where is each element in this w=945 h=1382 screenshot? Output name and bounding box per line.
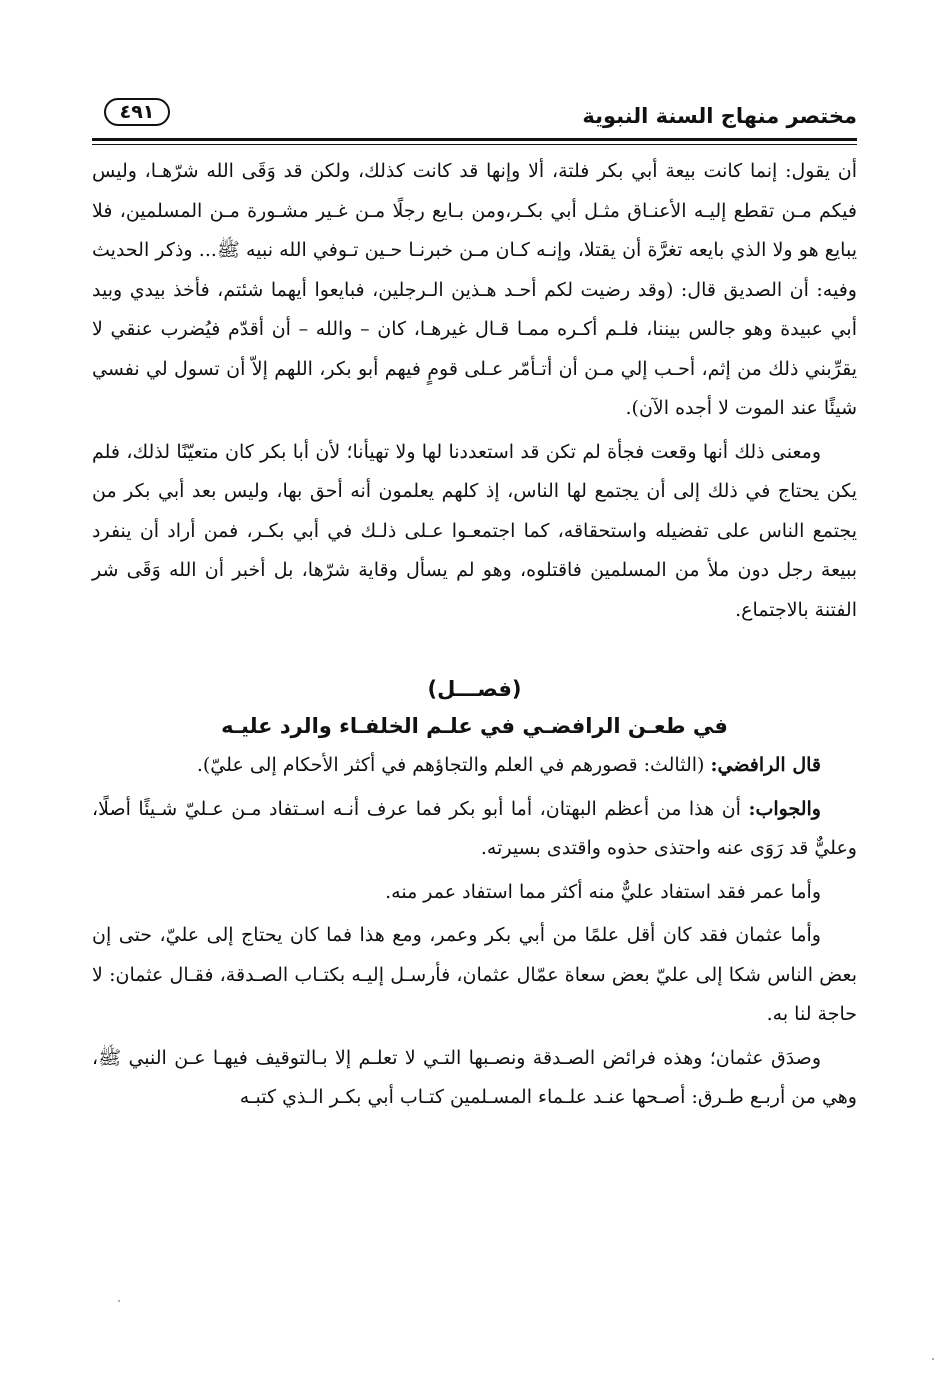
page-header [92,96,857,136]
paragraph: ومعنى ذلك أنها وقعت فجأة لم تكن قد استعددنا لها ولا تهيأنا؛ لأن أبا بكر كان متعيّنًا لذلك، فلم يكن يحتاج في ذلك إلى أن يجتمع لها الناس، إذ كلهم يعلمون أنه أحق بها، وليس بعد أبي بكر من يجتمع الناس على تفضيله واستحقاقه، كما اجتمعـوا عـلى ذلـك في أبي بكـر، فمن أراد أن ينفرد ببيعة رجل دون ملأ من المسلمين فاقتلوه، وهو لم يسأل وقاية شرّها، بل أخبر أن الله وَقَى شر الفتنة بالاجتماع. [92,440,857,621]
section-heading [92,670,857,744]
header-rule-thin [92,144,857,145]
running-title: مختصر منهاج السنة النبوية [582,104,857,128]
page-number: ٤٩١ [104,98,170,126]
header-rule-thick [92,138,857,141]
paragraph: وأما عمر فقد استفاد عليٌّ منه أكثر مما استفاد عمر منه. [385,880,821,903]
paragraph-lead: والجواب: [748,797,821,820]
main-text [92,152,857,1122]
paragraph-lead: قال الرافضي: [710,754,821,776]
section-subtitle: في طعـن الرافضـي في علـم الخلفـاء والرد عليـه [221,714,728,738]
paragraph: وأما عثمان فقد كان أقل علمًا من أبي بكر وعمر، ومع هذا فما كان يحتاج إلى عليّ، حتى إن بعض الناس شكا إلى عليّ بعض سعاة عمّال عثمان، فأرسـل إليـه بكتـاب الصـدقة، فقـال عثمان: لا حاجة لنا به. [92,924,857,1025]
scan-speck [118,1300,120,1302]
paragraph: وصدَق عثمان؛ وهذه فرائض الصـدقة ونصـبها التـي لا تعلـم إلا بـالتوقيف فيهـا عـن النبي ﷺ، وهي من أربـع طـرق: أصـحها عنـد علـماء المسـلمين كتـاب أبي بكـر الـذي كتبـه [92,1046,857,1108]
paragraph-text: (الثالث: قصورهم في العلم والتجاؤهم في أكثر الأحكام إلى عليّ). [196,754,711,776]
paragraph [92,790,857,869]
section-title: (فصـــل) [427,677,522,701]
scan-speck [932,1358,934,1360]
paragraph-text: أن هذا من أعظم البهتان، أما أبو بكر فما عرف أنـه اسـتفاد مـن عـليّ شـيئًا أصلًا، وعليٌّ قد رَوَى عنه واحتذى حذوه واقتدى بسيرته. [92,797,857,859]
paragraph [92,746,857,786]
paragraph: أن يقول: إنما كانت بيعة أبي بكر فلتة، ألا وإنها قد كانت كذلك، ولكن قد وَقَى الله شرّهـا، وليس فيكم مـن تقطع إليـه الأعنـاق مثـل أبي بكـر،ومن بـايع رجلًا مـن غـير مشـورة مـن المسلمين، فلا يبايع هو ولا الذي بايعه تغرَّة أن يقتلا، وإنـه كـان مـن خبرنـا حـين تـوفي الله نبيه ﷺ... وذكر الحديث وفيه: أن الصديق قال: (وقد رضيت لكم أحـد هـذين الـرجلين، فبايعوا أيهما شئتم، فأخذ بيدي وبيد أبي عبيدة وهو جالس بيننا، فلـم أكـره ممـا قـال غيرهـا، كان – والله – أن أقدّم فيُضرب عنقي لا يقرِّبني ذلك من إثم، أحـب إلي مـن أن أتـأمّر عـلى قومٍ فيهم أبو بكر، اللهم إلاّ أن تسول لي نفسي شيئًا عند الموت لا أجده الآن). [92,160,857,419]
